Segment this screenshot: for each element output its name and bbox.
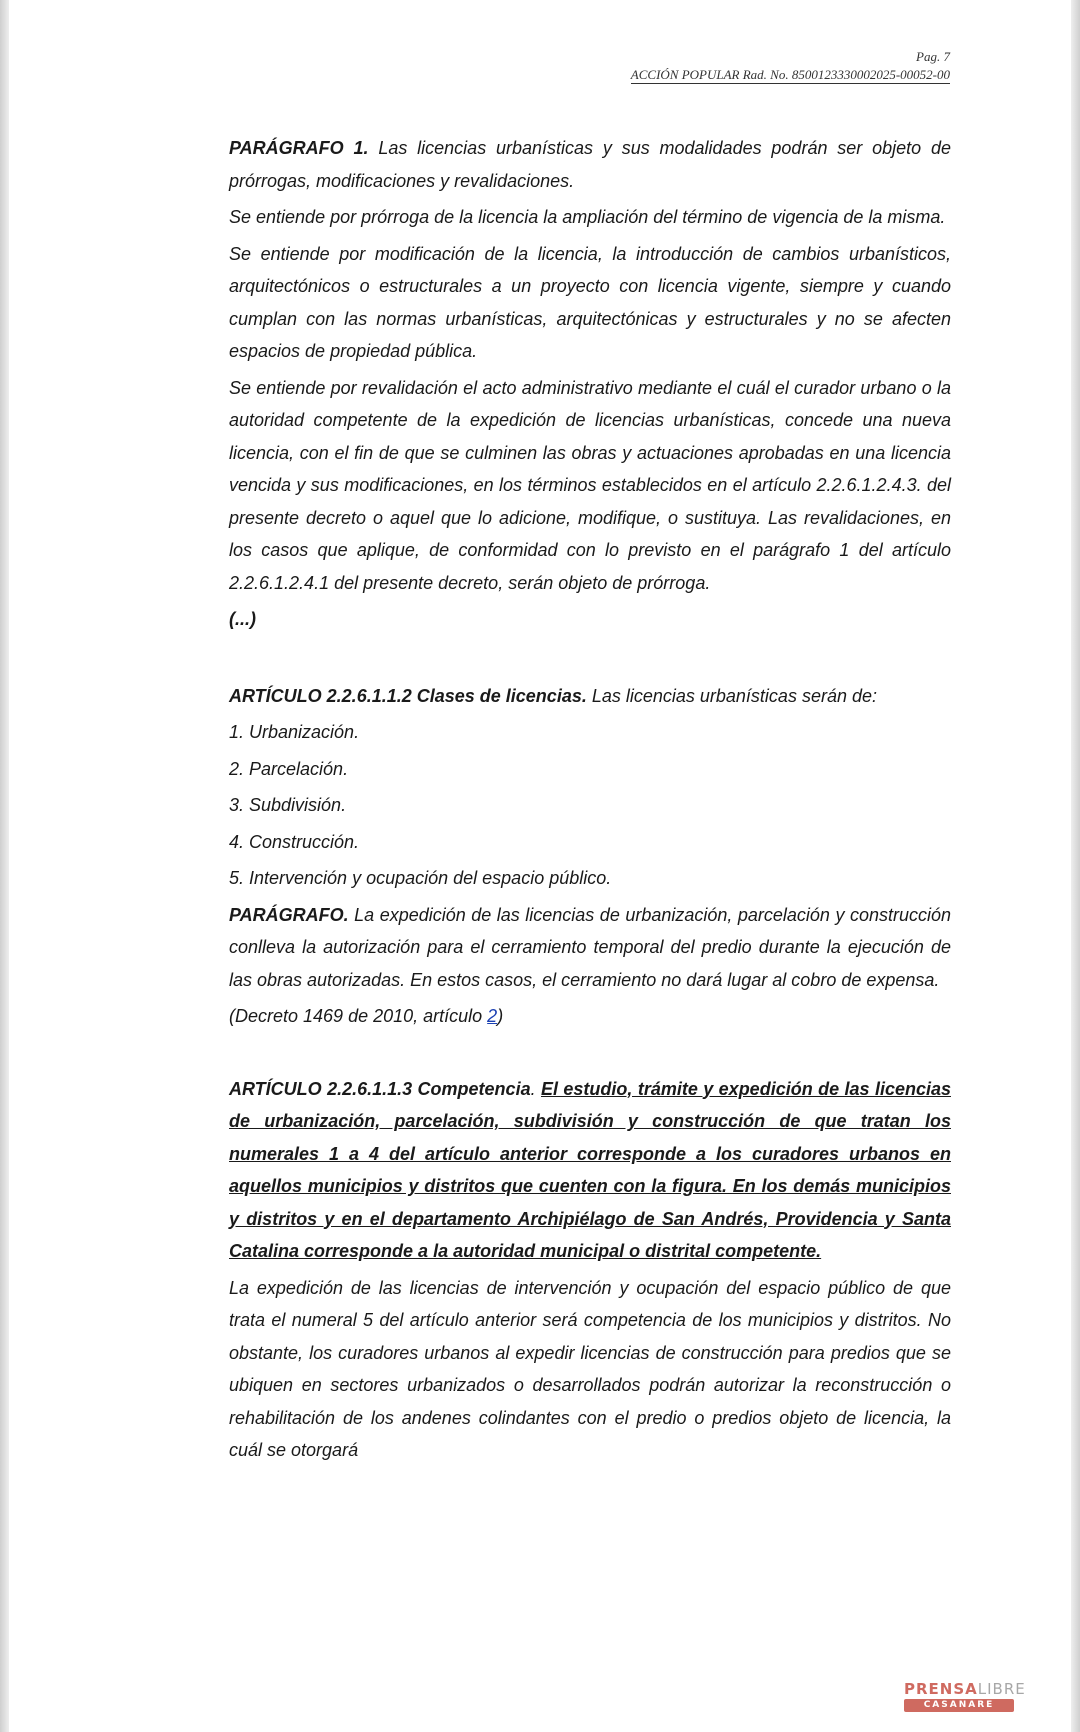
watermark-brand-2: LIBRE <box>977 1680 1026 1698</box>
article-competencia-dot: . <box>530 1078 541 1099</box>
list-item: 2. Parcelación. <box>229 758 349 779</box>
list-item: 3. Subdivisión. <box>229 795 347 815</box>
prensa-libre-watermark <box>904 1680 1026 1712</box>
decree-article-link[interactable]: 2 <box>487 1006 498 1026</box>
list-item: 1. Urbanización. <box>229 722 360 742</box>
watermark-logo-text <box>904 1680 1026 1698</box>
spacer <box>229 640 951 680</box>
spacer <box>229 1037 951 1073</box>
article-competencia <box>229 1073 951 1268</box>
page-header <box>631 48 950 84</box>
paragraph-cerramiento <box>229 899 951 997</box>
document-body <box>229 132 951 1471</box>
article-clases-label: ARTÍCULO 2.2.6.1.1.2 Clases de licencias. <box>229 685 587 706</box>
paragraph-prorroga: Se entiende por prórroga de la licencia la ampliación del término de vigencia de la misma. <box>229 207 946 227</box>
paragraph-cerramiento-text: La expedición de las licencias de urbanización, parcelación y construcción conlleva la autorización para el cerramiento temporal del predio durante la ejecución de las obras autorizadas. En estos casos, el cerramiento no dará lugar al cobro de expensa. <box>229 904 951 990</box>
page-number: Pag. 7 <box>916 49 950 64</box>
list-item: 5. Intervención y ocupación del espacio público. <box>229 868 612 888</box>
case-reference: ACCIÓN POPULAR Rad. No. 8500123330002025-00052-00 <box>630 67 950 82</box>
article-clases <box>229 680 951 713</box>
list-item: 4. Construcción. <box>229 831 360 852</box>
article-competencia-highlight: El estudio, trámite y expedición de las licencias de urbanización, parcelación, subdivisión y construcción de que tratan los numerales 1 a 4 del artículo anterior corresponde a los curadores urbanos en aquellos municipios y distritos que cuenten con la figura. En los demás municipios y distritos y en el departamento Archipiélago de San Andrés, Providencia y Santa Catalina corresponde a la autoridad municipal o distrital competente. <box>229 1078 951 1261</box>
paragraph-cerramiento-label: PARÁGRAFO. <box>229 904 349 925</box>
ellipsis-text: (...) <box>229 609 256 629</box>
paragraph-espacio-publico: La expedición de las licencias de intervención y ocupación del espacio público de que trata el numeral 5 del artículo anterior será competencia de los municipios y distritos. No obstante, los curadores urbanos al expedir licencias de construcción para predios que se ubiquen en sectores urbanizados o desarrollados podrán autorizar la reconstrucción o rehabilitación de los andenes colindantes con el predio o predios objeto de licencia, la cuál se otorgará <box>229 1277 951 1460</box>
page-edge-left <box>0 0 9 1732</box>
paragraph-1-label: PARÁGRAFO 1. <box>229 138 369 158</box>
paragraph-revalidacion: Se entiende por revalidación el acto administrativo mediante el cuál el curador urbano o la autoridad competente de la expedición de licencias urbanísticas, concede una nueva licencia, con el fin de que se culminen las obras y actuaciones aprobadas en una licencia vencida y sus modificaciones, en los términos establecidos en el artículo 2.2.6.1.2.4.3. del presente decreto o aquel que lo adicione, modifique, o sustituya. Las revalidaciones, en los casos que aplique, de conformidad con lo previsto en el parágrafo 1 del artículo 2.2.6.1.2.4.1 del presente decreto, serán objeto de prórroga. <box>229 377 951 593</box>
watermark-region: CASANARE <box>904 1699 1014 1712</box>
decree-suffix: ) <box>497 1006 504 1026</box>
page-edge-right <box>1071 0 1080 1732</box>
watermark-brand-1: PRENSA <box>904 1680 978 1698</box>
article-clases-text: Las licencias urbanísticas serán de: <box>586 685 877 706</box>
paragraph-1 <box>229 132 951 197</box>
ellipsis <box>229 603 951 636</box>
decree-prefix: (Decreto 1469 de 2010, artículo <box>229 1006 488 1026</box>
decree-reference <box>229 1000 951 1033</box>
article-competencia-label: ARTÍCULO 2.2.6.1.1.3 Competencia <box>229 1078 531 1099</box>
paragraph-1-text: Las licencias urbanísticas y sus modalidades podrán ser objeto de prórrogas, modificaciones y revalidaciones. <box>229 138 951 191</box>
paragraph-modificacion: Se entiende por modificación de la licencia, la introducción de cambios urbanísticos, arquitectónicos o estructurales a un proyecto con licencia vigente, siempre y cuando cumplan con las normas urbanísticas, arquitectónicas y estructurales y no se afecten espacios de propiedad pública. <box>229 243 951 361</box>
